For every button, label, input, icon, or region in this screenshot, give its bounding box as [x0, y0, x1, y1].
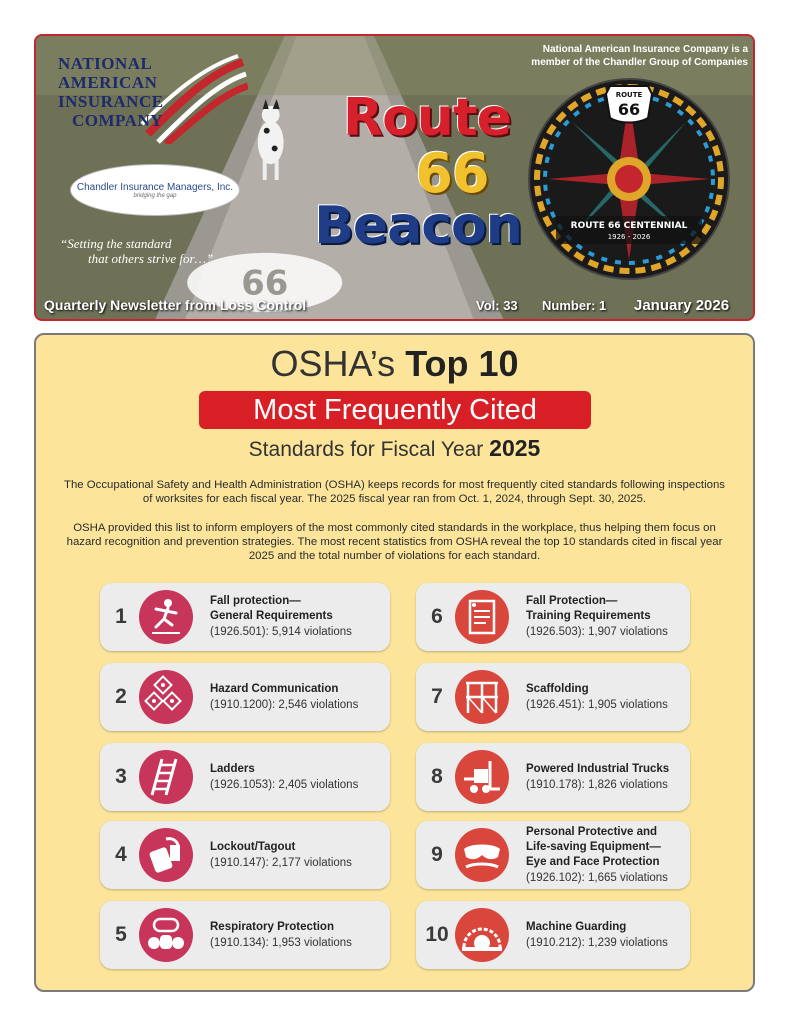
subtitle-banner: Most Frequently Cited [199, 391, 591, 429]
lockout-tag-icon [138, 827, 194, 883]
standard-card [416, 663, 690, 731]
banner-footer [36, 291, 753, 319]
heading-bold: Top 10 [405, 343, 519, 384]
standard-name: Scaffolding [526, 682, 589, 695]
violation-count: (1910.134): 1,953 violations [210, 936, 352, 949]
standard-name: Fall protection— [210, 595, 301, 607]
standard-card [416, 901, 690, 969]
standard-name: Fall Protection— [526, 595, 618, 607]
standard-name: Respiratory Protection [210, 920, 334, 933]
title-route: Route [343, 88, 511, 148]
saw-blade-icon [454, 907, 510, 963]
respirator-icon [138, 907, 194, 963]
fall-person-icon [138, 589, 194, 645]
title-66: 66 [415, 142, 489, 205]
rank-number: 3 [115, 765, 127, 788]
rank-number: 9 [431, 843, 443, 866]
motto-line: “Setting the standard [60, 236, 172, 251]
svg-text:66: 66 [617, 100, 641, 119]
violation-count: (1910.147): 2,177 violations [210, 856, 352, 869]
violation-count: (1910.1200): 2,546 violations [210, 698, 359, 711]
standard-name: Personal Protective and [526, 825, 658, 838]
newsletter-banner [34, 34, 755, 321]
volume: Vol: 33 [476, 297, 518, 313]
standard-name: Life-saving Equipment— [526, 840, 661, 853]
standard-name: Machine Guarding [526, 920, 627, 933]
rank-number: 4 [115, 843, 127, 866]
route-66-shield-icon [606, 86, 652, 123]
rank-number: 10 [425, 923, 449, 946]
article-panel [34, 333, 755, 992]
standard-info [526, 743, 704, 811]
heading-prefix: OSHA’s [270, 343, 396, 384]
standard-card [100, 583, 390, 651]
scaffold-icon [454, 669, 510, 725]
subtitle-text: Standards for Fiscal Year [248, 438, 484, 461]
standard-name: Hazard Communication [210, 682, 339, 695]
company-name-line: AMERICAN [58, 73, 158, 92]
standard-info [210, 583, 388, 651]
standard-name: Powered Industrial Trucks [526, 762, 670, 775]
standard-name: Ladders [210, 762, 255, 775]
standard-card [416, 743, 690, 811]
violation-count: (1926.503): 1,907 violations [526, 626, 668, 638]
company-name-line: NATIONAL [58, 54, 153, 73]
violation-count: (1910.178): 1,826 violations [526, 778, 668, 791]
ladder-icon [138, 749, 194, 805]
nai-logo [46, 48, 246, 168]
company-name-line: INSURANCE [58, 92, 164, 111]
violation-count: (1926.501): 5,914 violations [210, 626, 352, 638]
standard-name: Lockout/Tagout [210, 840, 296, 853]
motto [60, 236, 240, 266]
violation-count: (1910.212): 1,239 violations [526, 936, 668, 949]
rank-number: 6 [431, 605, 443, 628]
standard-info [526, 663, 704, 731]
standard-name: General Requirements [210, 610, 333, 622]
newsletter-type: Quarterly Newsletter from Loss Control [44, 297, 307, 313]
rank-number: 8 [431, 765, 443, 788]
rank-number: 7 [431, 685, 443, 708]
medallion-label: ROUTE 66 CENTENNIAL [570, 221, 688, 231]
subtitle-line [36, 435, 753, 462]
rank-number: 1 [115, 605, 127, 628]
standard-card [100, 663, 390, 731]
issue-number: Number: 1 [542, 297, 607, 313]
standard-card [100, 901, 390, 969]
goggles-icon [454, 827, 510, 883]
training-document-icon [454, 589, 510, 645]
standard-info [210, 901, 388, 969]
standard-info [210, 743, 388, 811]
article-heading [36, 343, 753, 385]
rank-number: 5 [115, 923, 127, 946]
subtitle-year: 2025 [489, 435, 541, 461]
medallion-years: 1926 - 2026 [607, 233, 651, 241]
violation-count: (1926.1053): 2,405 violations [210, 778, 359, 791]
forklift-icon [454, 749, 510, 805]
issue-date: January 2026 [634, 296, 730, 314]
standard-card [100, 743, 390, 811]
violation-count: (1926.451): 1,905 violations [526, 698, 668, 711]
partner-logo [70, 164, 240, 216]
standard-info [526, 821, 704, 889]
hazard-symbols-icon [138, 669, 194, 725]
standard-info [210, 663, 388, 731]
centennial-medallion [528, 78, 730, 280]
standard-info [210, 821, 388, 889]
rank-number: 2 [115, 685, 127, 708]
intro-paragraph: OSHA provided this list to inform employers of the most commonly cited standards in the workplace, thus helping them focus on hazard recognition and prevention strategies. The most recent statistics from OSHA reveal the top 10 standards cited in fiscal year 2025 and the total number of violations for each standard. [66, 522, 723, 562]
svg-text:ROUTE: ROUTE [615, 91, 643, 99]
partner-name: Chandler Insurance Managers, Inc. [76, 181, 234, 193]
standard-card [416, 583, 690, 651]
company-name-line: COMPANY [72, 111, 163, 130]
intro-paragraph: The Occupational Safety and Health Administration (OSHA) keeps records for most frequently cited standards following inspections of worksites for each fiscal year. The 2025 fiscal year ran from Oct. 1, 2024, through Sept. 30, 2025. [64, 479, 725, 505]
standard-card [100, 821, 390, 889]
standard-info [526, 583, 704, 651]
title-beacon: Beacon [314, 196, 522, 256]
partner-tagline: bridging the gap [133, 192, 177, 199]
standard-info [526, 901, 704, 969]
road-marking: 66 [241, 263, 289, 303]
member-note: National American Insurance Company is a member of the Chandler Group of Companies [531, 44, 748, 68]
standard-name: Training Requirements [526, 610, 651, 622]
motto-line: that others strive for…” [88, 251, 214, 266]
violation-count: (1926.102): 1,665 violations [526, 871, 668, 884]
standard-card [416, 821, 690, 889]
standard-name: Eye and Face Protection [526, 855, 660, 868]
